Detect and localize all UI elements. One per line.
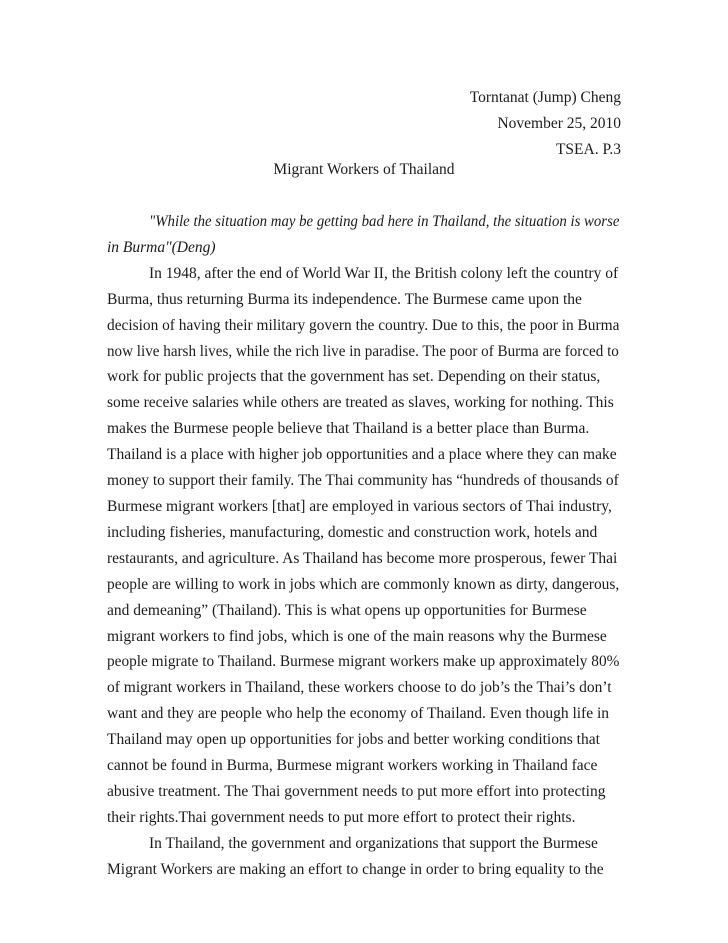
text-line: Burma, thus returning Burma its independence. The Burmese came upon the <box>107 290 582 308</box>
text-line: including fisheries, manufacturing, domestic and construction work, hotels and <box>107 523 598 541</box>
text-line: work for public projects that the government has set. Depending on their status, <box>107 368 601 386</box>
text-line: money to support their family. The Thai community has “hundreds of thousands of <box>107 472 619 490</box>
date-line: November 25, 2010 <box>497 115 621 132</box>
quote-line: in Burma"(Deng) <box>107 238 216 256</box>
text-line: restaurants, and agriculture. As Thailand has become more prosperous, fewer Thai <box>107 549 618 567</box>
text-line: and demeaning” (Thailand). This is what opens up opportunities for Burmese <box>107 601 587 619</box>
text-line: want and they are people who help the economy of Thailand. Even though life in <box>107 705 610 723</box>
text-line: of migrant workers in Thailand, these workers choose to do job’s the Thai’s don’t <box>107 679 612 697</box>
text-line: abusive treatment. The Thai government needs to put more effort into protecting <box>107 782 606 800</box>
text-line: now live harsh lives, while the rich live in paradise. The poor of Burma are forced to <box>107 342 619 360</box>
text-line: makes the Burmese people believe that Thailand is a better place than Burma. <box>107 420 590 438</box>
text-line: people are willing to work in jobs which are commonly known as dirty, dangerous, <box>107 575 619 593</box>
class-line: TSEA. P.3 <box>555 141 621 158</box>
author-name: Torntanat (Jump) Cheng <box>469 89 621 106</box>
header-block <box>470 85 621 163</box>
text-line: migrant workers to find jobs, which is one of the main reasons why the Burmese <box>107 627 607 645</box>
text-line: In 1948, after the end of World War II, the British colony left the country of <box>149 264 619 282</box>
text-line: decision of having their military govern the country. Due to this, the poor in Burma <box>107 316 619 334</box>
text-line: In Thailand, the government and organizations that support the Burmese <box>149 834 598 852</box>
opening-quote <box>107 209 619 261</box>
text-line: cannot be found in Burma, Burmese migrant workers working in Thailand face <box>107 757 598 775</box>
essay-body <box>107 209 619 883</box>
quote-line: "While the situation may be getting bad here in Thailand, the situation is worse <box>149 213 619 230</box>
paragraph-1 <box>107 261 619 831</box>
paragraph-2 <box>107 831 619 883</box>
essay-title: Migrant Workers of Thailand <box>273 161 455 178</box>
text-line: Thailand may open up opportunities for jobs and better working conditions that <box>107 731 600 749</box>
text-line: people migrate to Thailand. Burmese migrant workers make up approximately 80% <box>107 653 619 671</box>
text-line: Burmese migrant workers [that] are employed in various sectors of Thai industry, <box>107 497 612 515</box>
text-line: their rights.Thai government needs to put more effort to protect their rights. <box>107 808 576 826</box>
text-line: Thailand is a place with higher job opportunities and a place where they can make <box>107 446 617 464</box>
text-line: some receive salaries while others are treated as slaves, working for nothing. This <box>107 394 614 412</box>
text-line: Migrant Workers are making an effort to change in order to bring equality to the <box>107 860 604 878</box>
